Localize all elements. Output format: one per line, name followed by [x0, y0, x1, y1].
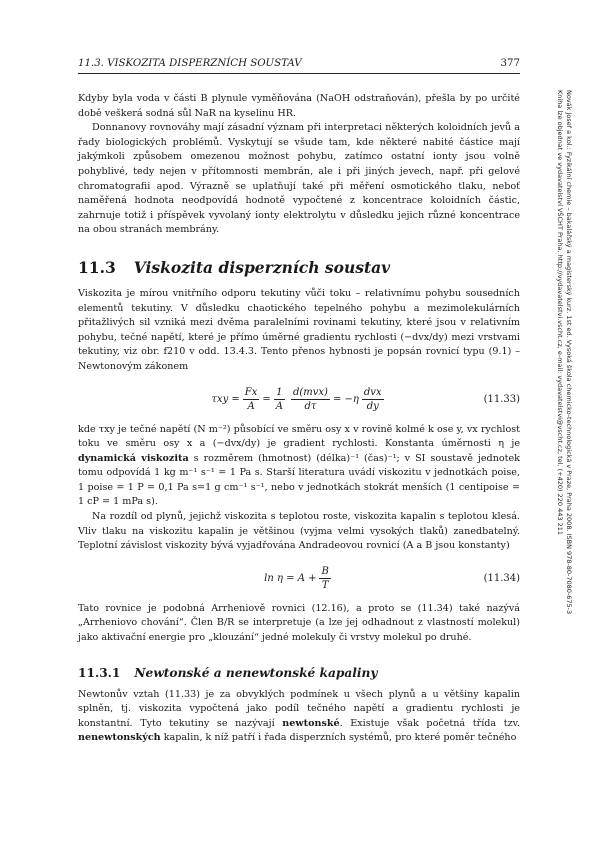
page-number: 377 — [500, 58, 520, 69]
term-non-newtonian: nenewtonských — [78, 732, 161, 744]
eq1-fraction-1 — [243, 386, 260, 413]
subsection-heading — [78, 666, 520, 680]
equation-number-11-34: (11.34) — [483, 573, 520, 585]
p7-text-b: . Existuje však početná třída tzv. — [339, 717, 520, 729]
p4-text-a: kde τxy je tečné napětí (N m⁻²) působící ve směru osy x v rovině kolmé k ose y, vx rychlost toku ve směru osy x a (−dvx/dy) je gradient rychlosti. Konstanta úměrnosti η je — [78, 423, 520, 450]
eq1-f3-numerator: d(mvx) — [292, 387, 328, 398]
p7-text-c: kapalin, k níž patří i řada disperzních systémů, pro které poměr tečného — [163, 732, 517, 744]
subsection-title: Newtonské a nenewtonské kapaliny — [134, 665, 378, 680]
eq1-lhs: τxy = — [211, 394, 240, 405]
eq1-f4-denominator: dy — [366, 401, 379, 412]
eq1-equals-eta: = −η — [332, 394, 359, 405]
equation-11-34 — [78, 562, 520, 596]
eq1-fraction-2 — [274, 386, 285, 413]
eq1-fraction-4 — [362, 386, 384, 413]
header-title: 11.3. VISKOZITA DISPERZNÍCH SOUSTAV — [78, 58, 302, 69]
term-newtonian: newtonské — [282, 717, 340, 729]
section-number: 11.3 — [78, 257, 116, 277]
copyright-sidebar — [549, 90, 573, 686]
section-heading — [78, 258, 520, 277]
subsection-number: 11.3.1 — [78, 665, 121, 680]
sidebar-line-2: Kniha lze objednat ve vydavatelství VŠCHT Praha, http://vydavatelstvi.vscht.cz, e-mail: vydavatelstvi@vscht.cz, tel. (+420) 220 443 211 — [556, 90, 564, 535]
eq1-f3-denominator: dτ — [304, 401, 317, 412]
sidebar-line-1: Novák Josef a kol.: Fyzikální chemie – bakalářský a magisterský kurz. 1st ed. Vysoká škola chemicko-technologická v Praze, Praha 2008. ISBN 978-80-7080-675-3 — [565, 90, 573, 615]
paragraph-3: Viskozita je mírou vnitřního odporu tekutiny vůči toku – relativnímu pohybu sousedních elementů tekutiny. V důsledku chaotického tepelného pohybu a mezimolekulárních přitažlivých sil vzniká mezi dvěma paralelními rovinami tekutiny, které jsou v relativním pohybu, tečné napětí, které je přímo úměrné gradientu rychlosti (−dvx/dy) mezi vrstvami tekutiny, viz obr. f210 v odd. 13.4.3. Tento přenos hybnosti je popsán rovnicí typu (9.1) – Newtonovým zákonem — [78, 287, 520, 372]
eq2-numerator: B — [321, 566, 329, 578]
p7-text-a: Newtonův vztah (11.33) je za obvyklých podmínek u všech plynů a u většiny kapalin splněn, tj. viskozita vypočtená jako podíl tečného napětí a gradientu rychlosti je konstantní. Tyto tekutiny se nazývají — [78, 688, 520, 729]
eq1-f2-denominator: A — [275, 401, 283, 412]
section-title: Viskozita disperzních soustav — [133, 257, 391, 277]
page-body — [78, 58, 520, 746]
running-header — [78, 58, 520, 74]
paragraph-2: Donnanovy rovnováhy mají zásadní význam při interpretaci některých koloidních jevů a řady biologických problémů. Vyskytují se všude tam, kde některé nabité částice mají jakýmkoli způsobem omezenou možnost pohybu, zatímco ostatní ionty jsou volně pohyblivé, tedy nejen v přítomnosti membrán, ale i při jiných jevech, např. při gelové chromatografii apod. Výrazně se uplatňují také při měření osmotického tlaku, neboť naměřená hodnota neodpovídá hodnotě vypočtené z koncentrace koloidních částic, zahrnuje totiž i příspěvek vyvolaný ionty elektrolytu v důsledku jejich různé koncentrace na obou stranách membrány. — [78, 122, 520, 236]
eq1-f1-denominator: A — [247, 401, 255, 412]
paragraph-5: Na rozdíl od plynů, jejichž viskozita s teplotou roste, viskozita kapalin s teplotou klesá. Vliv tlaku na viskozitu kapalin je většinou (vyjma velmi vysokých tlaků) zanedbatelný. Teplotní závislost viskozity bývá vyjadřována Andradeovou rovnicí (A a B jsou konstanty) — [78, 511, 520, 552]
paragraph-4 — [78, 423, 520, 511]
equation-11-33 — [78, 383, 520, 417]
paragraph-1: Kdyby byla voda v části B plynule vyměňována (NaOH odstraňován), přešla by po určité době veškerá sodná sůl NaR na kyselinu HR. — [78, 93, 520, 119]
paragraph-6: Tato rovnice je podobná Arrheniově rovnici (12.16), a proto se (11.34) také nazývá „Arrheniovo chování“. Člen B/R se interpretuje (a lze jej odhadnout z vlastností molekul) jako aktivační energie pro „klouzání“ jedné molekuly či vrstvy molekul po druhé. — [78, 602, 520, 644]
term-dynamic-viscosity: dynamická viskozita — [78, 452, 189, 464]
paragraph-7 — [78, 688, 520, 746]
equation-number-11-33: (11.33) — [483, 394, 520, 405]
eq1-fraction-3 — [291, 386, 330, 413]
p4-text-b: s rozměrem (hmotnost) (délka)⁻¹ (čas)⁻¹; v SI soustavě jednotek tomu odpovídá 1 kg m⁻¹ s⁻¹ = 1 Pa s. Starší literatura uvádí viskozitu v jednotkách poise, 1 poise = 1 P = 0,1 Pa s=1 g cm⁻¹ s⁻¹, nebo v jednotkách stokrát menších (1 centipoise = 1 cP = 1 mPa s). — [78, 452, 520, 508]
eq2-fraction — [319, 565, 330, 592]
eq1-equals: = — [262, 394, 271, 405]
eq1-f1-numerator: Fx — [244, 387, 258, 398]
eq1-f4-numerator: dvx — [363, 387, 382, 398]
eq2-denominator: T — [321, 580, 329, 592]
eq1-f2-numerator: 1 — [276, 387, 283, 398]
eq2-lhs: ln η = A + — [264, 573, 317, 585]
